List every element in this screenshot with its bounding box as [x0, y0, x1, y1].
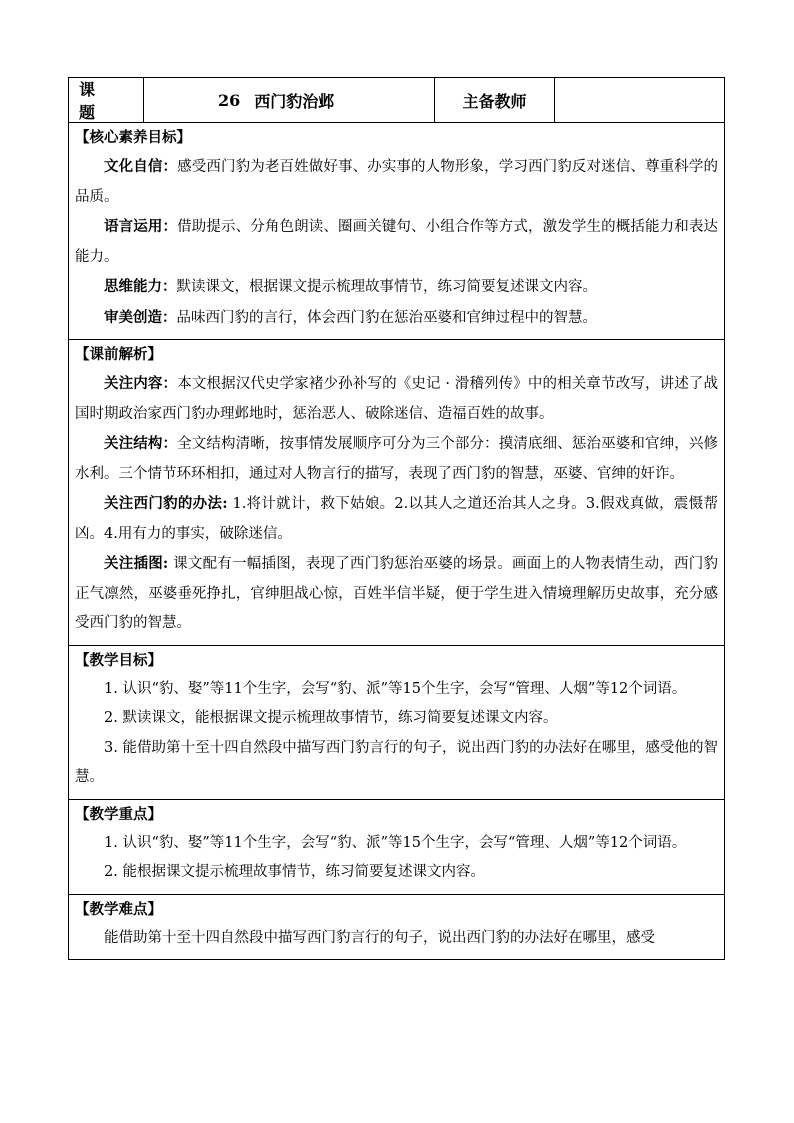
paragraph: 关注内容：本文根据汉代史学家褚少孙补写的《史记 · 滑稽列传》中的相关章节改写，讲述了战国时期政治家西门豹办理邺地时，惩治恶人、破除迷信、造福百姓的故事。: [75, 375, 719, 422]
paragraph: 2. 能根据课文提示梳理故事情节，练习简要复述课文内容。: [104, 864, 485, 880]
paragraph: 1. 认识“豹、娶”等11个生字，会写“豹、派”等15个生字，会写“管理、人烟”等12个词语。: [104, 834, 687, 851]
section-pre-class-analysis: [69, 340, 724, 646]
section-title: 【教学目标】: [75, 651, 162, 669]
lesson-title: 西门豹治邺: [254, 91, 335, 111]
section-core-literacy: [69, 123, 724, 340]
paragraph: 文化自信：感受西门豹为老百姓做好事、办实事的人物形象，学习西门豹反对迷信、尊重科学的品质。: [75, 158, 718, 205]
lesson-number: 26: [218, 90, 241, 110]
lesson-plan-table: [68, 77, 725, 960]
paragraph: 1. 认识“豹、娶”等11个生字，会写“豹、派”等15个生字，会写“管理、人烟”等12个词语。: [104, 680, 687, 697]
section-title: 【课前解析】: [75, 346, 162, 363]
section-title: 【核心素养目标】: [75, 129, 191, 146]
paragraph: 思维能力：默读课文，根据课文提示梳理故事情节，练习简要复述课文内容。: [104, 278, 597, 295]
lesson-title-cell: [144, 78, 435, 122]
paragraph: 能借助第十至十四自然段中描写西门豹言行的句子，说出西门豹的办法好在哪里，感受: [104, 929, 655, 946]
paragraph: 关注插图: 课文配有一幅插图，表现了西门豹惩治巫婆的场景。画面上的人物表情生动，西门豹正气凛然，巫婆垂死挣扎，官绅胆战心惊，百姓半信半疑，便于学生进入情境理解历史故事，充分感受西门豹的智慧。: [75, 555, 719, 631]
paragraph: 关注结构：全文结构清晰，按事情发展顺序可分为三个部分：摸清底细、惩治巫婆和官绅，兴修水利。三个情节环环相扣，通过对人物言行的描写，表现了西门豹的智慧，巫婆、官绅的奸诈。: [75, 435, 718, 482]
section-title: 【教学难点】: [75, 900, 162, 918]
teacher-label: 主备教师: [435, 78, 555, 122]
paragraph: 语言运用：借助提示、分角色朗读、圈画关键句、小组合作等方式，激发学生的概括能力和表达能力。: [75, 218, 718, 265]
header-row: [69, 78, 724, 123]
section-teaching-focus: [69, 800, 724, 895]
section-teaching-difficulty: [69, 895, 724, 960]
paragraph: 2. 默读课文，能根据课文提示梳理故事情节，练习简要复述课文内容。: [104, 710, 558, 726]
section-title: 【教学重点】: [75, 805, 162, 823]
teacher-value: [555, 78, 724, 122]
section-teaching-goals: [69, 646, 724, 800]
paragraph: 审美创造：品味西门豹的言行，体会西门豹在惩治巫婆和官绅过程中的智慧。: [104, 308, 597, 326]
topic-label: 课 题: [69, 78, 144, 122]
paragraph: 关注西门豹的办法: 1.将计就计，救下姑娘。2.以其人之道还治其人之身。3.假戏真做，震慑帮凶。4.用有力的事实，破除迷信。: [75, 495, 718, 542]
paragraph: 3. 能借助第十至十四自然段中描写西门豹言行的句子，说出西门豹的办法好在哪里，感受他的智慧。: [75, 739, 718, 785]
